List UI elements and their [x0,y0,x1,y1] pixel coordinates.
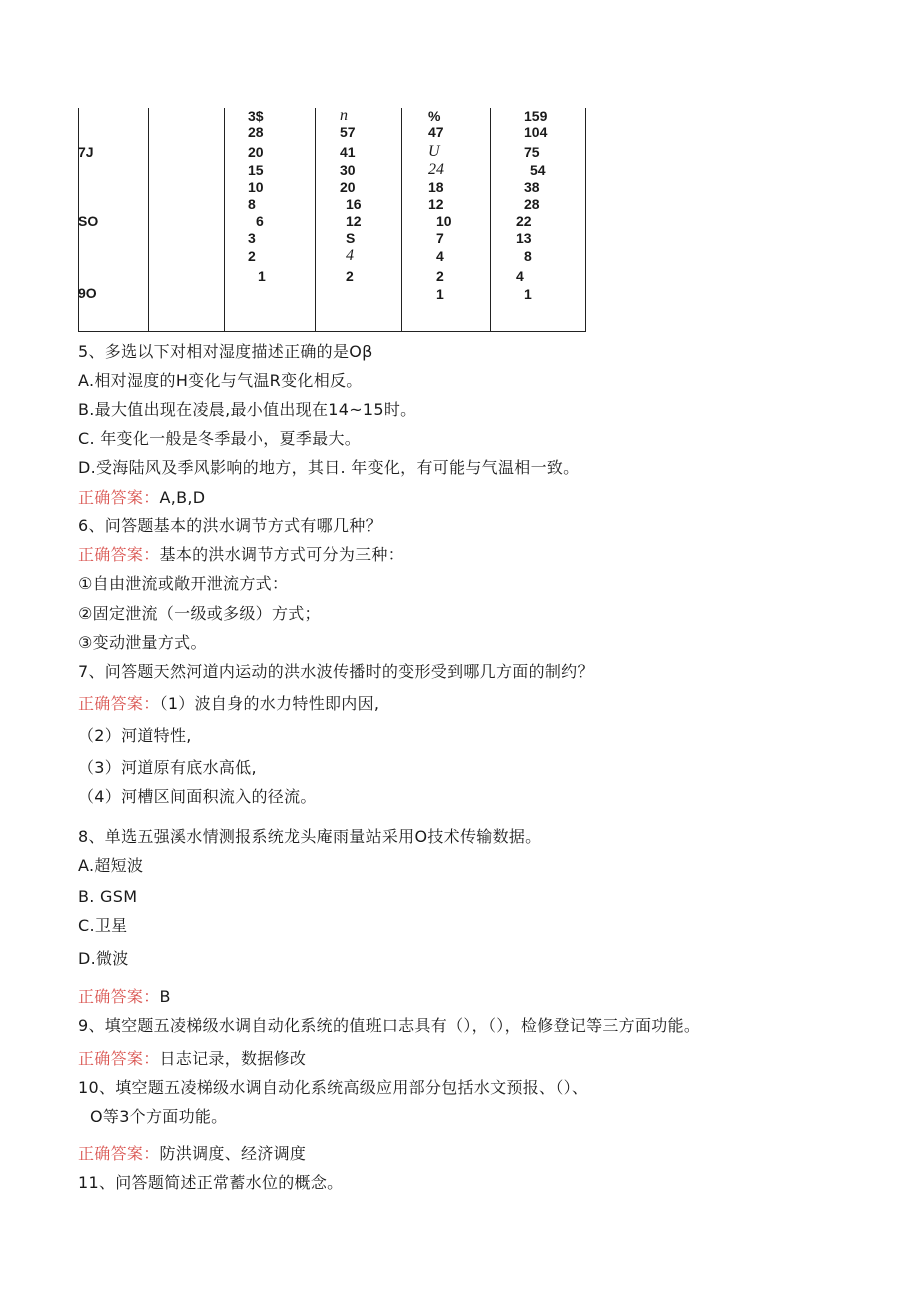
table-cell: 15 [248,162,264,178]
table-cell: 47 [428,124,444,140]
table-cell: 7 [436,230,444,246]
q7-item: （4）河槽区间面积流入的径流。 [78,787,317,806]
table-divider [148,108,149,332]
table-cell: U [428,143,440,160]
q7-item: （3）河道原有底水高低, [78,758,257,777]
q7-item: （2）河道特性, [78,726,192,745]
answer-label: 正确答案： [78,1144,160,1163]
table-cell: 38 [524,179,540,195]
q6-item: ②固定泄流（一级或多级）方式； [78,604,321,623]
table-divider [315,108,316,332]
q10-answer [78,1143,306,1165]
table-cell: 54 [530,162,546,178]
q9-question: 9、填空题五凌梯级水调自动化系统的值班口志具有（），（），检修登记等三方面功能。 [78,1016,701,1035]
q6-answer [78,544,404,566]
data-table [78,108,586,332]
table-cell: 6 [256,213,264,229]
table-cell: 13 [516,230,532,246]
answer-label: 正确答案： [78,488,160,507]
answer-label: 正确答案： [78,545,160,564]
table-cell: 4 [346,247,354,264]
q8-option-a: A.超短波 [78,856,144,875]
table-cell: 104 [524,124,548,140]
q9-answer [78,1048,306,1070]
q8-question: 8、单选五强溪水情测报系统龙头庵雨量站采用O技术传输数据。 [78,827,542,846]
q5-option-a: A.相对湿度的H变化与气温R变化相反。 [78,371,363,390]
table-cell: 8 [524,248,532,264]
q11-question: 11、问答题简述正常蓄水位的概念。 [78,1173,344,1192]
table-cell: 30 [340,162,356,178]
table-cell: 4 [436,248,444,264]
q5-answer [78,487,205,509]
table-cell: 18 [428,179,444,195]
answer-value: 基本的洪水调节方式可分为三种： [159,545,405,564]
table-cell: 3 [248,230,256,246]
table-cell: 10 [248,179,264,195]
table-row-label: 9O [78,285,97,301]
answer-label: 正确答案： [78,694,160,713]
table-cell: 57 [340,124,356,140]
q10-question-continued: O等3个方面功能。 [90,1107,228,1126]
table-cell: 1 [524,286,532,302]
table-cell: 12 [428,196,444,212]
q6-item: ③变动泄量方式。 [78,633,207,652]
q8-option-c: C.卫星 [78,916,128,935]
table-divider [490,108,491,332]
table-cell: 1 [436,286,444,302]
table-cell: 28 [524,196,540,212]
table-cell: 159 [524,108,548,124]
table-cell: 10 [436,213,452,229]
table-cell: S [346,230,356,246]
q6-question: 6、问答题基本的洪水调节方式有哪几种？ [78,516,382,535]
table-cell: n [340,107,348,124]
table-row-label: 7J [78,144,94,160]
table-cell: 8 [248,196,256,212]
answer-value: A,B,D [159,488,206,507]
q6-item: ①自由泄流或敞开泄流方式： [78,574,289,593]
table-divider [224,108,225,332]
table-border-bottom [78,331,586,332]
q8-option-d: D.微波 [78,949,129,968]
table-cell: 20 [248,144,264,160]
table-row-label: SO [78,213,99,229]
table-cell: 2 [346,268,354,284]
table-cell: 16 [346,196,362,212]
q8-option-b: B. GSM [78,887,138,906]
table-cell: 22 [516,213,532,229]
table-cell: 2 [436,268,444,284]
q5-option-d: D.受海陆风及季风影响的地方，其日. 年变化，有可能与气温相一致。 [78,458,580,477]
answer-value: 日志记录，数据修改 [159,1049,307,1068]
table-cell: 24 [428,161,444,178]
q8-answer [78,986,171,1008]
table-cell: 1 [258,268,266,284]
table-cell: 2 [248,248,256,264]
table-cell: 12 [346,213,362,229]
table-cell: 3$ [248,108,264,124]
q7-question: 7、问答题天然河道内运动的洪水波传播时的变形受到哪几方面的制约？ [78,662,594,681]
table-cell: 28 [248,124,264,140]
q5-option-b: B.最大值出现在凌晨,最小值出现在14~15时。 [78,400,417,419]
table-cell: 4 [516,268,524,284]
answer-label: 正确答案： [78,1049,160,1068]
table-cell: 75 [524,144,540,160]
table-border-right [585,108,586,332]
q10-question: 10、填空题五凌梯级水调自动化系统高级应用部分包括水文预报、（）、 [78,1078,589,1097]
q7-answer [78,693,379,715]
table-divider [401,108,402,332]
answer-value: 防洪调度、经济调度 [159,1144,307,1163]
q5-question: 5、多选以下对相对湿度描述正确的是Oβ [78,342,373,361]
table-cell: 20 [340,179,356,195]
answer-value: （1）波自身的水力特性即内因, [159,694,380,713]
answer-value: B [159,987,171,1006]
table-cell: 41 [340,144,356,160]
answer-label: 正确答案： [78,987,160,1006]
table-cell: % [428,108,441,124]
q5-option-c: C. 年变化一般是冬季最小，夏季最大。 [78,429,362,448]
